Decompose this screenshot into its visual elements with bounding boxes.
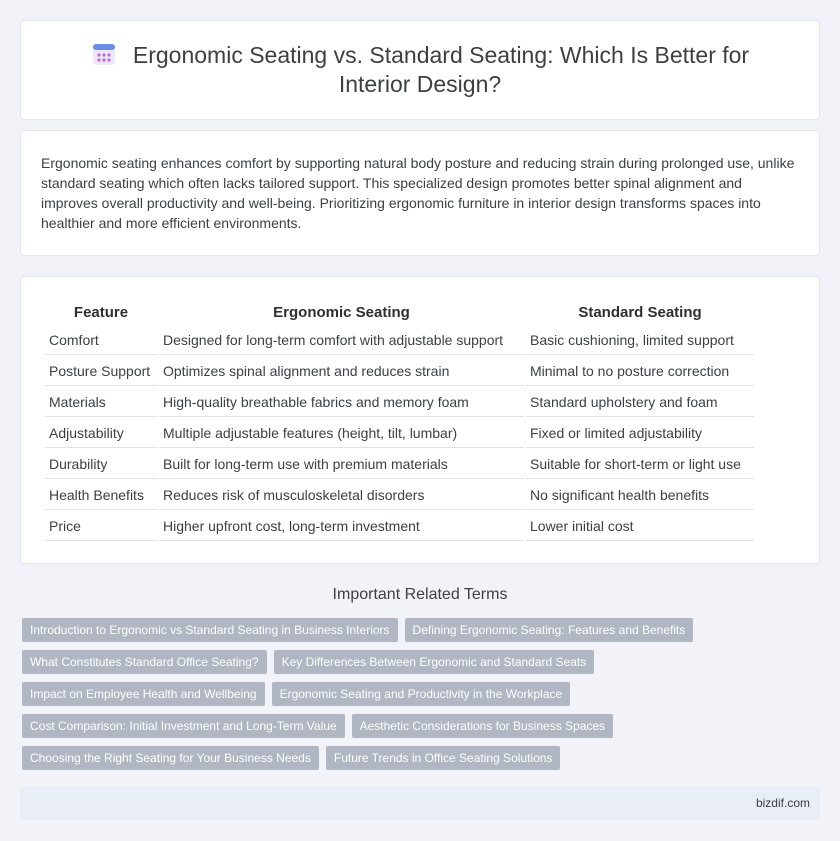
feature-cell: Durability	[45, 448, 157, 479]
column-header-ergonomic: Ergonomic Seating	[273, 304, 410, 321]
comparison-section	[20, 276, 820, 564]
ergonomic-cell: Multiple adjustable features (height, tilt, lumbar)	[159, 417, 524, 448]
related-term-tag[interactable]: What Constitutes Standard Office Seating?	[22, 650, 267, 674]
ergonomic-cell: Built for long-term use with premium materials	[159, 448, 524, 479]
feature-cell: Health Benefits	[45, 479, 157, 510]
related-terms-title: Important Related Terms	[332, 586, 508, 603]
ergonomic-cell: High-quality breathable fabrics and memory foam	[159, 386, 524, 417]
table-row	[45, 355, 754, 386]
standard-cell: Standard upholstery and foam	[526, 386, 754, 417]
intro-section	[20, 130, 820, 256]
table-row	[45, 386, 754, 417]
footer-site-link[interactable]: bizdif.com	[755, 796, 810, 810]
calendar-icon	[91, 41, 117, 67]
related-term-tag[interactable]: Defining Ergonomic Seating: Features and Benefits	[405, 618, 694, 642]
table-row	[45, 417, 754, 448]
related-terms-list	[0, 618, 840, 778]
standard-cell: Lower initial cost	[526, 510, 754, 541]
standard-cell: Minimal to no posture correction	[526, 355, 754, 386]
ergonomic-cell: Higher upfront cost, long-term investment	[159, 510, 524, 541]
table-header-row	[45, 301, 754, 324]
intro-text: Ergonomic seating enhances comfort by supporting natural body posture and reducing strain during prolonged use, unlike standard seating which often lacks tailored support. This specialized design promotes better spinal alignment and improves overall productivity and well-being. Prioritizing ergonomic furniture in interior design transforms spaces into healthier and more efficient environments.	[41, 155, 795, 231]
standard-cell: No significant health benefits	[526, 479, 754, 510]
ergonomic-cell: Designed for long-term comfort with adjustable support	[159, 324, 524, 355]
column-header-feature: Feature	[73, 304, 129, 321]
standard-cell: Suitable for short-term or light use	[526, 448, 754, 479]
related-term-tag[interactable]: Choosing the Right Seating for Your Business Needs	[22, 746, 319, 770]
feature-cell: Price	[45, 510, 157, 541]
ergonomic-cell: Reduces risk of musculoskeletal disorders	[159, 479, 524, 510]
ergonomic-cell: Optimizes spinal alignment and reduces strain	[159, 355, 524, 386]
related-term-tag[interactable]: Aesthetic Considerations for Business Spaces	[352, 714, 613, 738]
table-row	[45, 448, 754, 479]
feature-cell: Adjustability	[45, 417, 157, 448]
related-term-tag[interactable]: Ergonomic Seating and Productivity in the Workplace	[272, 682, 571, 706]
page-header	[20, 20, 820, 120]
feature-cell: Posture Support	[45, 355, 157, 386]
page-footer	[20, 787, 820, 820]
feature-cell: Materials	[45, 386, 157, 417]
standard-cell: Fixed or limited adjustability	[526, 417, 754, 448]
related-term-tag[interactable]: Key Differences Between Ergonomic and Standard Seats	[274, 650, 595, 674]
column-header-standard: Standard Seating	[578, 304, 702, 321]
related-term-tag[interactable]: Cost Comparison: Initial Investment and Long-Term Value	[22, 714, 345, 738]
table-row	[45, 510, 754, 541]
table-row	[45, 479, 754, 510]
comparison-table	[43, 301, 756, 541]
table-row	[45, 324, 754, 355]
related-term-tag[interactable]: Future Trends in Office Seating Solutions	[326, 746, 561, 770]
page-title: Ergonomic Seating vs. Standard Seating: Which Is Better for Interior Design?	[132, 42, 750, 97]
standard-cell: Basic cushioning, limited support	[526, 324, 754, 355]
feature-cell: Comfort	[45, 324, 157, 355]
related-term-tag[interactable]: Impact on Employee Health and Wellbeing	[22, 682, 265, 706]
related-term-tag[interactable]: Introduction to Ergonomic vs Standard Seating in Business Interiors	[22, 618, 398, 642]
